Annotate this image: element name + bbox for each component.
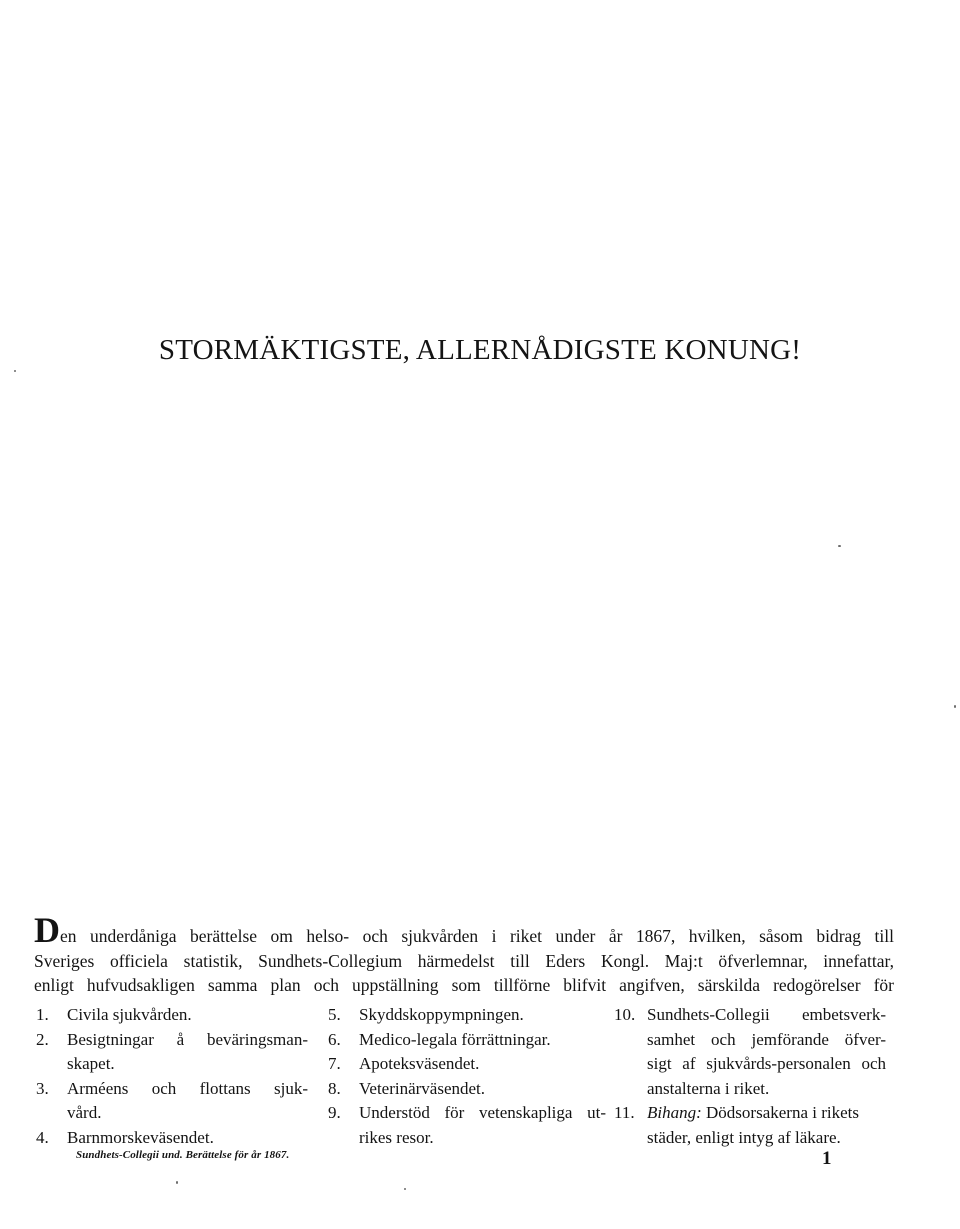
list-item [36, 1003, 308, 1028]
list-item [614, 1101, 886, 1150]
list-item [36, 1126, 308, 1151]
intro-line-1-text: en underdåniga berättelse om helso- och sjukvården i riket under år 1867, hvilken, såsom bidrag till [60, 926, 894, 946]
list-item-number: 8. [328, 1078, 341, 1098]
bihang-text: Dödsorsakerna i rikets [701, 1103, 859, 1122]
list-item-number: 9. [328, 1103, 341, 1122]
list-column-1 [36, 1003, 308, 1150]
list-item-text: rikes resor. [359, 1127, 434, 1147]
list-item-text: Civila sjukvården. [67, 1005, 192, 1024]
intro-line-1 [34, 910, 894, 950]
list-item-number: 6. [328, 1029, 341, 1049]
list-item-number: 5. [328, 1005, 341, 1024]
scan-speck [14, 370, 16, 372]
list-item-text: anstalterna i riket. [647, 1078, 770, 1098]
list-item-text [647, 1101, 886, 1126]
scan-speck [954, 705, 956, 708]
list-item-text: Medico-legala förrättningar. [359, 1029, 551, 1049]
list-item [614, 1003, 886, 1101]
list-item-text: Skyddskoppympningen. [359, 1005, 524, 1024]
scan-speck [838, 545, 841, 547]
list-item [328, 1101, 606, 1150]
intro-line-3: enligt hufvudsakligen samma plan och uppställning som tillförne blifvit angifven, särskilda redogörelser för [34, 975, 894, 995]
list-item [328, 1052, 606, 1077]
list-item-number: 1. [36, 1005, 49, 1024]
list-item-text: skapet. [67, 1054, 115, 1073]
list-column-2 [328, 1003, 606, 1150]
intro-line-2: Sveriges officiela statistik, Sundhets-Collegium härmedelst till Eders Kongl. Maj:t öfverlemnar, innefattar, [34, 950, 894, 971]
page-heading: STORMÄKTIGSTE, ALLERNÅDIGSTE KONUNG! [158, 334, 802, 366]
list-item-text: samhet och jemförande öfver- [647, 1029, 886, 1049]
bihang-label: Bihang: [647, 1103, 702, 1122]
list-item-text: vård. [67, 1103, 102, 1122]
scan-speck [176, 1181, 178, 1184]
drop-cap: D [34, 910, 60, 950]
list-item-text: Apoteksväsendet. [359, 1054, 480, 1073]
list-item-text: städer, enligt intyg af läkare. [647, 1127, 841, 1147]
list-item-text: Arméens och flottans sjuk- [67, 1078, 308, 1098]
list-column-3 [614, 1003, 886, 1150]
list-item-text: Understöd för vetenskapliga ut- [359, 1103, 606, 1122]
list-item-number: 2. [36, 1029, 49, 1049]
page-number: 1 [822, 1148, 832, 1169]
list-item-number: 7. [328, 1054, 341, 1073]
list-item-number: 11. [614, 1103, 635, 1122]
list-item-text: Sundhets-Collegii embetsverk- [647, 1005, 886, 1024]
list-item [328, 1028, 606, 1053]
intro-paragraph [34, 910, 894, 998]
list-item [36, 1077, 308, 1126]
list-item-number: 10. [614, 1005, 636, 1024]
list-item-text: sigt af sjukvårds-personalen och [647, 1054, 886, 1073]
list-item [36, 1028, 308, 1077]
footer-signature-note: Sundhets-Collegii und. Berättelse för år 1867. [76, 1149, 290, 1161]
list-item-text: Veterinärväsendet. [359, 1078, 486, 1098]
list-item [328, 1003, 606, 1028]
list-item-number: 3. [36, 1078, 49, 1098]
list-item-text: Besigtningar å beväringsman- [67, 1029, 308, 1049]
list-item [328, 1077, 606, 1102]
list-item-number: 4. [36, 1127, 49, 1147]
scan-speck [404, 1188, 406, 1190]
list-item-text: Barnmorskeväsendet. [67, 1127, 214, 1147]
